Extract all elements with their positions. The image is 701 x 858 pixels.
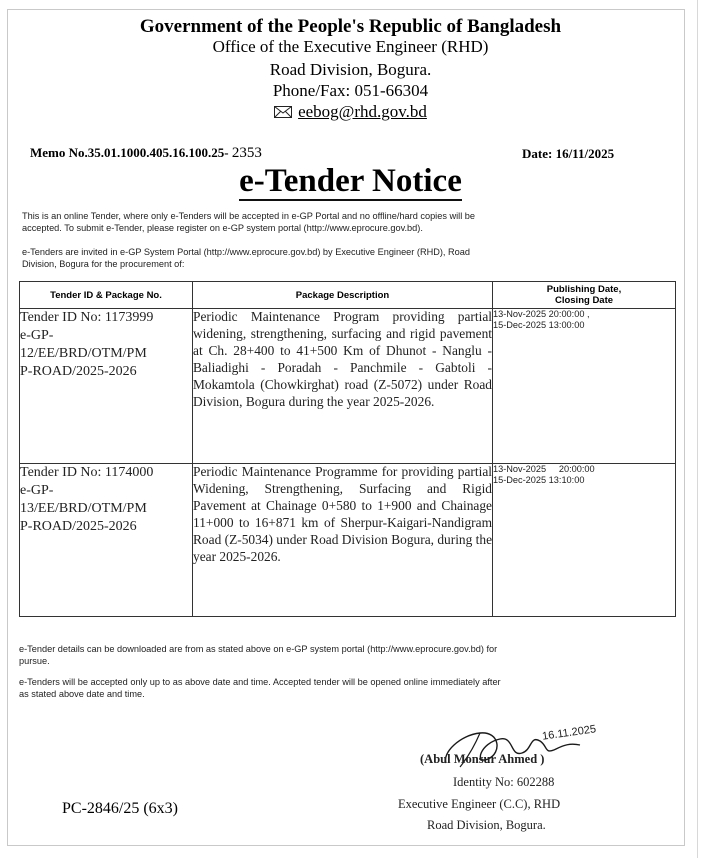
table-row — [20, 309, 676, 464]
table-header-row — [20, 282, 676, 309]
header-dates-line2: Closing Date — [554, 295, 614, 306]
package-no-part: 13/EE/BRD/OTM/PM — [20, 501, 147, 516]
intro-paragraph-1 — [22, 210, 475, 234]
dates-cell — [493, 309, 676, 464]
signatory-office: Road Division, Bogura. — [427, 818, 546, 832]
phone-fax: Phone/Fax: 051-66304 — [272, 81, 429, 100]
page-edge-rule — [697, 0, 698, 858]
footer-note-1-line2: pursue. — [19, 656, 50, 666]
publishing-date: 13-Nov-2025 20:00:00 — [493, 464, 595, 474]
memo-date: Date: 16/11/2025 — [522, 146, 615, 161]
pc-reference: PC-2846/25 (6x3) — [62, 800, 178, 817]
footer-note-2-line1: e-Tenders will be accepted only up to as above date and time. Accepted tender will be opened online immediately after — [19, 677, 501, 687]
memo-line — [30, 145, 262, 162]
office-heading: Office of the Executive Engineer (RHD) — [212, 37, 489, 56]
package-no-part: e-GP- — [20, 328, 54, 343]
signatory-name: (Abul Monsur Ahmed ) — [420, 752, 545, 766]
signature-date: 16.11.2025 — [541, 723, 597, 743]
page-title — [0, 163, 701, 200]
government-heading: Government of the People's Republic of Bangladesh — [139, 16, 562, 37]
footer-note-2-line2: as stated above date and time. — [19, 689, 145, 699]
division-heading: Road Division, Bogura. — [269, 60, 432, 79]
signatory-designation: Executive Engineer (C.C), RHD — [398, 797, 561, 811]
envelope-icon — [274, 103, 292, 123]
email-line — [0, 102, 701, 123]
package-description: Periodic Maintenance Program providing partial widening, strengthening, surfacing and rigid pavement at Ch. 28+400 to 41+500 Km of Dhunot - Nanglu - Baliadighi - Poradah - Panchmile - Gabtoli - Mokamtola (Chowkirghat) road (Z-5072) under Road Division, Bogura during the year 2025-2026. — [193, 309, 493, 464]
closing-date: 15-Dec-2025 13:00:00 — [493, 320, 585, 330]
package-no-part: P-ROAD/2025-2026 — [20, 364, 137, 379]
email-address[interactable]: eebog@rhd.gov.bd — [298, 102, 427, 121]
intro-paragraph-2 — [22, 246, 470, 270]
table-row — [20, 464, 676, 617]
intro-p1-line2: accepted. To submit e-Tender, please register on e-GP system portal (http://www.eprocure.gov.bd). — [22, 223, 423, 233]
package-no-part: P-ROAD/2025-2026 — [20, 519, 137, 534]
tender-id: Tender ID No: 1173999 — [20, 310, 154, 325]
package-no-part: e-GP- — [20, 483, 54, 498]
footer-note-2 — [19, 676, 501, 700]
tender-id-cell — [20, 464, 193, 617]
tender-id: Tender ID No: 1174000 — [20, 465, 154, 480]
signature — [440, 713, 650, 778]
page-title-text: e-Tender Notice — [239, 163, 462, 199]
memo-label: Memo No.35.01.1000.405.16.100.25- — [30, 145, 229, 160]
intro-p1-line1: This is an online Tender, where only e-Tenders will be accepted in e-GP Portal and no offline/hard copies will be — [22, 211, 476, 221]
publishing-date: 13-Nov-2025 20:00:00 , — [493, 309, 590, 319]
footer-note-1 — [19, 643, 497, 667]
header-package-description: Package Description — [193, 282, 493, 309]
dates-cell — [493, 464, 676, 617]
memo-number: 2353 — [231, 145, 262, 161]
header-dates-line1: Publishing Date, — [546, 284, 622, 295]
package-no-part: 12/EE/BRD/OTM/PM — [20, 346, 147, 361]
intro-p2-line2: Division, Bogura for the procurement of: — [22, 259, 185, 269]
signatory-identity: Identity No: 602288 — [453, 775, 555, 789]
header-dates — [493, 282, 676, 309]
tender-table — [19, 281, 676, 617]
intro-p2-line1: e-Tenders are invited in e-GP System Portal (http://www.eprocure.gov.bd) by Executive Engineer (RHD), Road — [22, 247, 470, 257]
package-description: Periodic Maintenance Programme for providing partial Widening, Strengthening, Surfacing and Rigid Pavement at Chainage 0+580 to 1+900 and Chainage 11+000 to 16+871 km of Sherpur-Kaigari-Nandigram Road (Z-5034) under Road Division Bogura, during the year 2025-2026. — [193, 464, 493, 617]
tender-id-cell — [20, 309, 193, 464]
closing-date: 15-Dec-2025 13:10:00 — [493, 475, 585, 485]
footer-note-1-line1: e-Tender details can be downloaded are from as stated above on e-GP system portal (http://www.eprocure.gov.bd) for — [19, 644, 498, 654]
header-tender-id: Tender ID & Package No. — [20, 282, 193, 309]
